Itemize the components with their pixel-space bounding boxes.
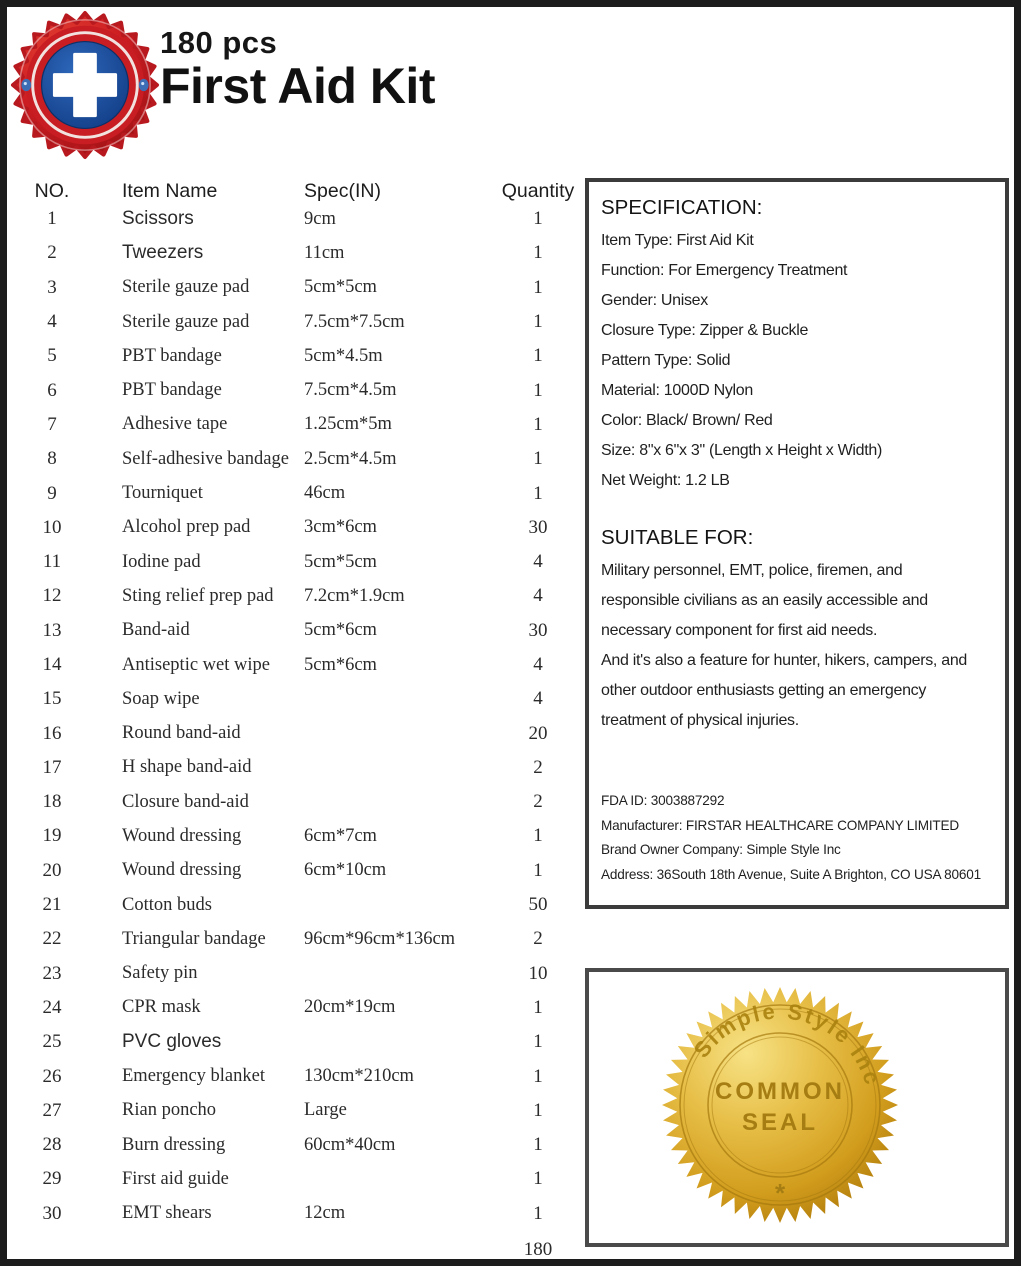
table-body: [30, 202, 578, 1231]
cell-item: Sterile gauze pad: [122, 277, 250, 298]
cell-item: H shape band-aid: [122, 757, 252, 778]
table-row: [30, 339, 578, 373]
table-row: [30, 614, 578, 648]
cell-quantity: 50: [528, 894, 548, 916]
cell-spec: 96cm*96cm*136cm: [304, 928, 456, 949]
specification-line: Size: 8"x 6"x 3" (Length x Height x Width): [601, 442, 883, 459]
cell-spec: 2.5cm*4.5m: [304, 448, 397, 469]
cell-spec: 3cm*6cm: [304, 517, 377, 538]
cell-spec: 5cm*5cm: [304, 551, 377, 572]
table-row: [30, 1025, 578, 1059]
cell-spec: 7.5cm*7.5cm: [304, 311, 405, 332]
cell-quantity: 4: [533, 551, 543, 573]
cell-item: Closure band-aid: [122, 791, 249, 812]
cell-spec: 1.25cm*5m: [304, 414, 392, 435]
cell-item: PBT bandage: [122, 380, 222, 401]
manufacturer-info-line: Brand Owner Company: Simple Style Inc: [601, 842, 841, 858]
cell-quantity: 1: [533, 208, 543, 230]
manufacturer-info-line: FDA ID: 3003887292: [601, 793, 725, 808]
cell-no: 26: [42, 1065, 62, 1087]
cell-no: 25: [42, 1031, 62, 1053]
piece-count: 180 pcs: [160, 25, 278, 60]
cell-no: 12: [42, 585, 62, 607]
cell-spec: 7.5cm*4.5m: [304, 380, 397, 401]
cell-no: 10: [42, 516, 62, 538]
cell-no: 18: [42, 791, 62, 813]
cell-no: 1: [47, 208, 57, 230]
cell-spec: 5cm*4.5m: [304, 345, 383, 366]
specification-line: Closure Type: Zipper & Buckle: [601, 322, 809, 339]
cell-no: 20: [42, 859, 62, 881]
first-aid-cross-logo-icon: [10, 10, 160, 160]
cell-item: Tourniquet: [122, 483, 203, 504]
cell-no: 22: [42, 928, 62, 950]
cell-item: Cotton buds: [122, 894, 212, 915]
specification-line: Color: Black/ Brown/ Red: [601, 412, 773, 429]
cell-quantity: 2: [533, 928, 543, 950]
table-row: [30, 1094, 578, 1128]
table-row: [30, 751, 578, 785]
table-row: [30, 579, 578, 613]
cell-no: 11: [42, 551, 62, 573]
suitable-for-line: And it's also a feature for hunter, hikers, campers, and: [601, 652, 968, 669]
cell-no: 21: [42, 894, 62, 916]
cell-no: 23: [42, 962, 62, 984]
manufacturer-info-line: Address: 36South 18th Avenue, Suite A Brighton, CO USA 80601: [601, 866, 981, 882]
suitable-for-line: other outdoor enthusiasts getting an emergency: [601, 682, 927, 699]
cell-spec: 7.2cm*1.9cm: [304, 585, 405, 606]
cell-quantity: 4: [533, 654, 543, 675]
table-row: [30, 442, 578, 476]
suitable-for-title: SUITABLE FOR:: [601, 526, 754, 549]
cell-quantity: 30: [528, 516, 548, 538]
cell-item: Sting relief prep pad: [122, 585, 274, 606]
cell-item: Soap wipe: [122, 688, 200, 709]
specification-line: Net Weight: 1.2 LB: [601, 472, 730, 489]
cell-item: Wound dressing: [122, 825, 242, 846]
table-row: [30, 888, 578, 922]
cell-spec: 5cm*6cm: [304, 654, 377, 675]
seal-star-glyph: *: [774, 1178, 786, 1208]
cell-quantity: 1: [533, 1168, 543, 1190]
cell-spec: Large: [304, 1100, 347, 1121]
cell-quantity: 4: [533, 688, 543, 710]
cell-quantity: 1: [533, 242, 543, 264]
table-row: [30, 1197, 578, 1231]
cell-no: 28: [42, 1134, 62, 1156]
cell-quantity: 1: [533, 1031, 543, 1053]
specification-line: Pattern Type: Solid: [601, 352, 731, 369]
table-row: [30, 819, 578, 853]
cell-quantity: 1: [533, 996, 543, 1018]
seal-line2: SEAL: [741, 1109, 819, 1136]
cell-no: 29: [42, 1168, 62, 1190]
cell-item: PBT bandage: [122, 345, 222, 366]
cell-quantity: 4: [533, 585, 543, 607]
cell-item: Band-aid: [122, 620, 190, 641]
column-header-spec: Spec(IN): [304, 180, 381, 202]
cell-item: CPR mask: [122, 997, 201, 1018]
cell-no: 16: [42, 722, 62, 744]
cell-item: Tweezers: [122, 242, 204, 264]
table-row: [30, 1059, 578, 1093]
cell-item: Emergency blanket: [122, 1066, 265, 1087]
table-total-row: [30, 1231, 578, 1269]
cell-quantity: 1: [533, 482, 543, 504]
specification-line: Function: For Emergency Treatment: [601, 262, 848, 279]
table-row: [30, 236, 578, 270]
cell-no: 7: [47, 413, 57, 435]
cell-spec: 11cm: [304, 242, 345, 263]
cell-no: 27: [42, 1099, 62, 1121]
table-row: [30, 991, 578, 1025]
specification-panel: [585, 178, 1009, 909]
cell-no: 5: [47, 345, 57, 367]
cell-item: Rian poncho: [122, 1100, 217, 1121]
cell-quantity: 1: [533, 379, 543, 401]
cell-quantity: 10: [528, 962, 548, 984]
cell-item: Self-adhesive bandage: [122, 448, 289, 469]
cell-quantity: 1: [533, 859, 543, 881]
column-header-quantity: Quantity: [501, 180, 575, 202]
cell-spec: 6cm*7cm: [304, 825, 377, 846]
table-row: [30, 476, 578, 510]
cell-quantity: 30: [528, 619, 548, 641]
cell-item: Alcohol prep pad: [122, 517, 251, 538]
column-header-no: NO.: [34, 180, 70, 202]
common-seal-icon: [655, 980, 905, 1230]
seal-arc-text: Simple Style Inc: [688, 998, 886, 1090]
table-row: [30, 648, 578, 682]
cell-spec: 20cm*19cm: [304, 997, 396, 1018]
table-row: [30, 511, 578, 545]
specification-line: Material: 1000D Nylon: [601, 382, 753, 399]
cell-no: 17: [42, 756, 62, 778]
cell-spec: 12cm: [304, 1203, 346, 1224]
cell-quantity: 1: [533, 345, 543, 367]
cell-spec: 6cm*10cm: [304, 860, 387, 881]
cell-item: PVC gloves: [122, 1031, 222, 1053]
cell-no: 30: [42, 1202, 62, 1224]
cell-item: Safety pin: [122, 963, 198, 984]
suitable-for-line: treatment of physical injuries.: [601, 712, 799, 729]
cell-no: 3: [47, 276, 57, 298]
cell-quantity: 1: [533, 825, 543, 847]
cell-item: EMT shears: [122, 1203, 212, 1224]
specification-lines: [601, 226, 999, 496]
suitable-for-line: responsible civilians as an easily accessible and: [601, 592, 928, 609]
cell-spec: 9cm: [304, 208, 336, 229]
cell-spec: 46cm: [304, 483, 346, 504]
cell-item: Wound dressing: [122, 860, 242, 881]
cell-item: Sterile gauze pad: [122, 311, 250, 332]
table-row: [30, 202, 578, 236]
table-row: [30, 1162, 578, 1196]
cell-quantity: 2: [533, 756, 543, 778]
cell-item: Antiseptic wet wipe: [122, 654, 270, 675]
cell-no: 4: [47, 311, 57, 333]
table-row: [30, 271, 578, 305]
cell-item: First aid guide: [122, 1168, 229, 1189]
table-row: [30, 373, 578, 407]
cell-quantity: 1: [533, 1202, 543, 1224]
cell-quantity: 1: [533, 413, 543, 435]
cell-item: Round band-aid: [122, 723, 241, 744]
cell-item: Scissors: [122, 208, 194, 230]
cell-quantity: 1: [533, 276, 543, 298]
suitable-for-lines: [601, 556, 999, 736]
specification-line: Gender: Unisex: [601, 292, 708, 309]
cell-no: 14: [42, 654, 62, 675]
brand-header: [160, 25, 435, 114]
table-row: [30, 408, 578, 442]
parts-table: [30, 180, 578, 1269]
table-row: [30, 1128, 578, 1162]
seal-line1: COMMON: [715, 1078, 845, 1105]
cell-no: 15: [42, 688, 62, 710]
manufacturer-info: [601, 789, 999, 887]
cell-item: Triangular bandage: [122, 928, 266, 949]
table-row: [30, 785, 578, 819]
table-row: [30, 716, 578, 750]
cell-quantity: 20: [528, 722, 548, 744]
cell-spec: 5cm*5cm: [304, 277, 377, 298]
cell-item: Adhesive tape: [122, 414, 228, 435]
cell-no: 24: [42, 996, 62, 1018]
table-row: [30, 545, 578, 579]
cell-quantity: 1: [533, 448, 543, 470]
cell-spec: 130cm*210cm: [304, 1066, 414, 1087]
total-quantity: 180: [523, 1238, 553, 1260]
cell-no: 19: [42, 825, 62, 847]
cell-no: 9: [47, 482, 57, 504]
cell-quantity: 1: [533, 311, 543, 333]
cell-quantity: 1: [533, 1099, 543, 1121]
cell-no: 2: [47, 242, 57, 264]
manufacturer-info-line: Manufacturer: FIRSTAR HEALTHCARE COMPANY LIMITED: [601, 817, 960, 833]
cell-quantity: 2: [533, 791, 543, 813]
cell-quantity: 1: [533, 1134, 543, 1156]
table-header-row: [30, 180, 578, 202]
specification-title: SPECIFICATION:: [601, 196, 763, 219]
cell-spec: 5cm*6cm: [304, 620, 377, 641]
table-row: [30, 922, 578, 956]
cell-item: Burn dressing: [122, 1134, 226, 1155]
table-row: [30, 957, 578, 991]
specification-line: Item Type: First Aid Kit: [601, 232, 754, 249]
suitable-for-line: necessary component for first aid needs.: [601, 622, 878, 639]
cell-spec: 60cm*40cm: [304, 1134, 396, 1155]
suitable-for-line: Military personnel, EMT, police, firemen, and: [601, 562, 903, 579]
page-title: First Aid Kit: [160, 58, 435, 114]
column-header-item: Item Name: [122, 180, 218, 202]
cell-quantity: 1: [533, 1065, 543, 1087]
cell-no: 13: [42, 619, 62, 641]
table-row: [30, 305, 578, 339]
common-seal-box: [585, 968, 1009, 1247]
cell-item: Iodine pad: [122, 551, 201, 572]
cell-no: 6: [47, 379, 57, 401]
table-row: [30, 682, 578, 716]
cell-no: 8: [47, 448, 57, 470]
table-row: [30, 854, 578, 888]
